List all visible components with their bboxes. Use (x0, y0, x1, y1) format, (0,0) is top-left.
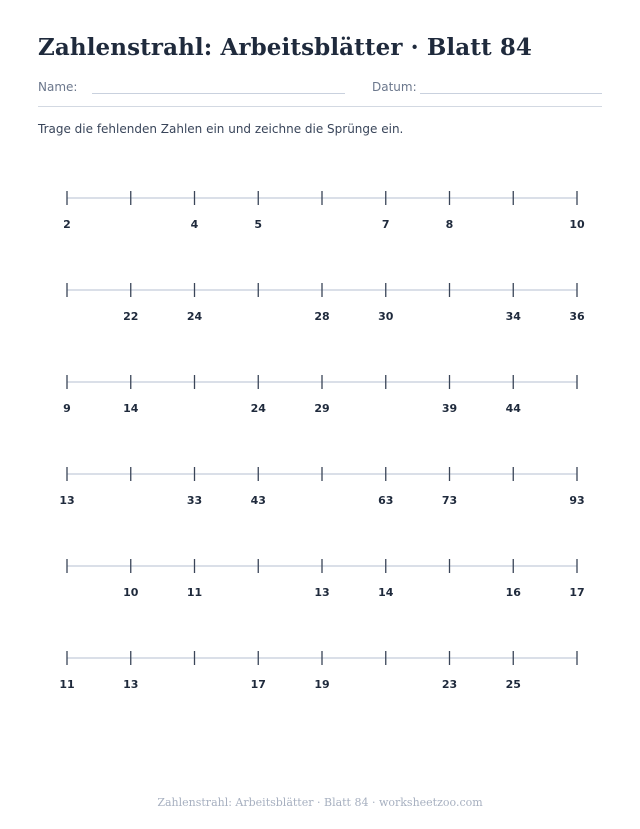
date-label: Datum: (372, 80, 417, 94)
tick-label: 19 (314, 678, 330, 691)
tick-label: 36 (569, 310, 585, 323)
tick-label: 13 (59, 494, 75, 507)
tick-label: 44 (505, 402, 521, 415)
tick-label: 4 (190, 218, 199, 231)
tick-label: 39 (441, 402, 458, 415)
tick-label: 34 (505, 310, 521, 323)
tick-label: 13 (314, 586, 330, 599)
tick-label: 8 (445, 218, 454, 231)
tick-label: 25 (505, 678, 521, 691)
tick-label: 17 (250, 678, 266, 691)
tick-label: 24 (186, 310, 203, 323)
footer: Zahlenstrahl: Arbeitsblätter · Blatt 84 · worksheetzoo.com (157, 796, 483, 809)
tick-label: 9 (63, 402, 71, 415)
tick-label: 10 (123, 586, 139, 599)
number-line (59, 651, 577, 691)
tick-label: 24 (250, 402, 266, 415)
tick-label: 33 (186, 494, 203, 507)
number-line (63, 375, 577, 415)
instructions: Trage die fehlenden Zahlen ein und zeichne die Sprünge ein. (38, 122, 404, 136)
tick-label: 13 (123, 678, 139, 691)
tick-label: 28 (314, 310, 330, 323)
tick-label: 30 (378, 310, 394, 323)
tick-label: 11 (186, 586, 203, 599)
number-line (67, 559, 585, 599)
tick-label: 5 (254, 218, 263, 231)
tick-label: 43 (250, 494, 266, 507)
tick-label: 63 (378, 494, 394, 507)
tick-label: 7 (381, 218, 390, 231)
tick-label: 22 (123, 310, 139, 323)
page-title: Zahlenstrahl: Arbeitsblätter · Blatt 84 (38, 34, 533, 61)
number-line (63, 191, 585, 231)
number-line (67, 283, 585, 323)
tick-label: 2 (63, 218, 71, 231)
name-label: Name: (38, 80, 78, 94)
tick-label: 11 (59, 678, 75, 691)
tick-label: 93 (569, 494, 585, 507)
tick-label: 17 (569, 586, 585, 599)
tick-label: 14 (378, 586, 394, 599)
tick-label: 23 (441, 678, 458, 691)
tick-label: 73 (441, 494, 458, 507)
tick-label: 16 (505, 586, 521, 599)
tick-label: 14 (123, 402, 139, 415)
number-line (59, 467, 584, 507)
tick-label: 29 (314, 402, 330, 415)
tick-label: 10 (569, 218, 585, 231)
